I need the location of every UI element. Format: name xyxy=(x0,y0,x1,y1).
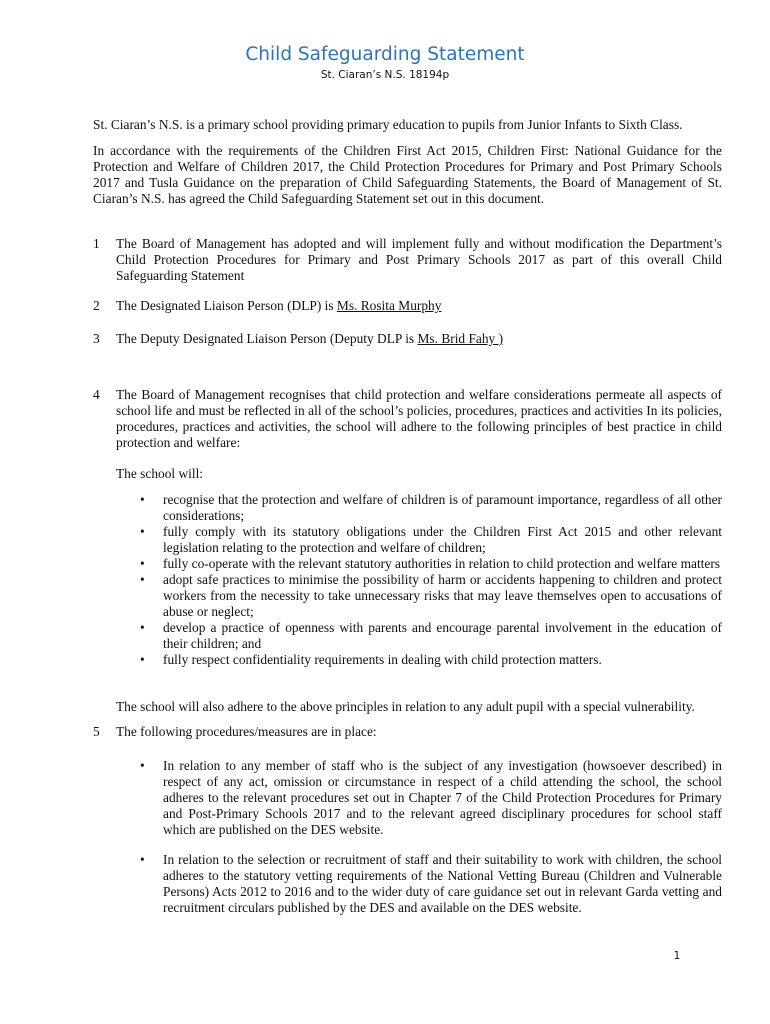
bullet-icon: • xyxy=(140,758,145,773)
item-number: 3 xyxy=(93,331,100,346)
document-subtitle: St. Ciaran’s N.S. 18194p xyxy=(320,69,450,81)
statement-item-2 xyxy=(93,298,722,314)
item-text: The Deputy Designated Liaison Person (Deputy DLP is xyxy=(116,331,418,346)
list-item: • In relation to the selection or recruitment of staff and their suitability to work with children, the school adheres to the statutory vetting requirements of the National Vetting Bureau (Children and Vulnerable Persons) Acts 2012 to 2016 and to the wider duty of care guidance set out in relevant Garda vetting and recruitment circulars published by the DES and available on the DES website. xyxy=(140,852,722,915)
item-text: The Board of Management has adopted and will implement fully and without modification the Department’s Child Protection Procedures for Primary and Post Primary Schools 2017 as part of this overall Child Safeguarding Statement xyxy=(116,236,722,283)
item-text: The Board of Management recognises that child protection and welfare considerations permeate all aspects of school life and must be reflected in all of the school’s policies, procedures, practices and activities In its policies, procedures, practices and activities, the school will adhere to the following principles of best practice in child protection and welfare: xyxy=(116,387,722,450)
deputy-dlp-name: Ms. Brid Fahy ) xyxy=(417,331,504,346)
list-item: • develop a practice of openness with parents and encourage parental involvement in the education of their children; and xyxy=(140,620,722,651)
measures-list xyxy=(116,758,722,838)
list-item: • In relation to any member of staff who is the subject of any investigation (howsoever described) in respect of any act, omission or circumstance in respect of a child attending the school, the school adheres to the relevant procedures set out in Chapter 7 of the Child Protection Procedures for Primary and Post-Primary Schools 2017 and to the relevant agreed disciplinary procedures for school staff which are published on the DES website. xyxy=(140,758,722,837)
bullet-icon: • xyxy=(140,524,145,539)
bullet-icon: • xyxy=(140,652,145,667)
document-title: Child Safeguarding Statement xyxy=(245,44,525,65)
intro-accordance-paragraph: In accordance with the requirements of the Children First Act 2015, Children First: National Guidance for the Protection and Welfare of Children 2017, the Child Protection Procedures for Primary and Post Primary Schools 2017 and Tusla Guidance on the preparation of Child Safeguarding Statements, the Board of Management of St. Ciaran’s N.S. has agreed the Child Safeguarding Statement set out in this document. xyxy=(93,143,722,206)
item-number: 4 xyxy=(93,387,100,402)
bullet-icon: • xyxy=(140,852,145,867)
item-number: 5 xyxy=(93,724,100,739)
item-text: The Designated Liaison Person (DLP) is xyxy=(116,298,337,313)
school-will-closing: The school will also adhere to the above principles in relation to any adult pupil with a special vulnerability. xyxy=(116,699,695,714)
school-will-heading: The school will: xyxy=(116,466,204,481)
bullet-icon: • xyxy=(140,492,145,507)
list-item: • fully comply with its statutory obligations under the Children First Act 2015 and other relevant legislation relating to the protection and welfare of children; xyxy=(140,524,722,555)
item-text: The following procedures/measures are in place: xyxy=(116,724,377,739)
measures-list-continued xyxy=(116,852,722,916)
statement-item-5 xyxy=(93,724,722,740)
school-will-list xyxy=(116,492,722,668)
bullet-icon: • xyxy=(140,556,145,571)
bullet-icon: • xyxy=(140,572,145,587)
intro-line: St. Ciaran’s N.S. is a primary school providing primary education to pupils from Junior Infants to Sixth Class. xyxy=(93,117,683,132)
dlp-name: Ms. Rosita Murphy xyxy=(336,298,442,313)
list-item: • fully co-operate with the relevant statutory authorities in relation to child protection and welfare matters xyxy=(140,556,721,571)
statement-item-4 xyxy=(93,387,722,451)
list-item: • fully respect confidentiality requirements in dealing with child protection matters. xyxy=(140,652,602,667)
page-number: 1 xyxy=(673,950,681,962)
list-item: • adopt safe practices to minimise the possibility of harm or accidents happening to children and protect workers from the necessity to take unnecessary risks that may leave themselves open to accusations of abuse or neglect; xyxy=(140,572,722,619)
bullet-icon: • xyxy=(140,620,145,635)
statement-item-3 xyxy=(93,331,722,347)
item-number: 1 xyxy=(93,236,100,251)
statement-item-1 xyxy=(93,236,722,284)
item-number: 2 xyxy=(93,298,100,313)
list-item: • recognise that the protection and welfare of children is of paramount importance, regardless of all other considerations; xyxy=(140,492,722,523)
